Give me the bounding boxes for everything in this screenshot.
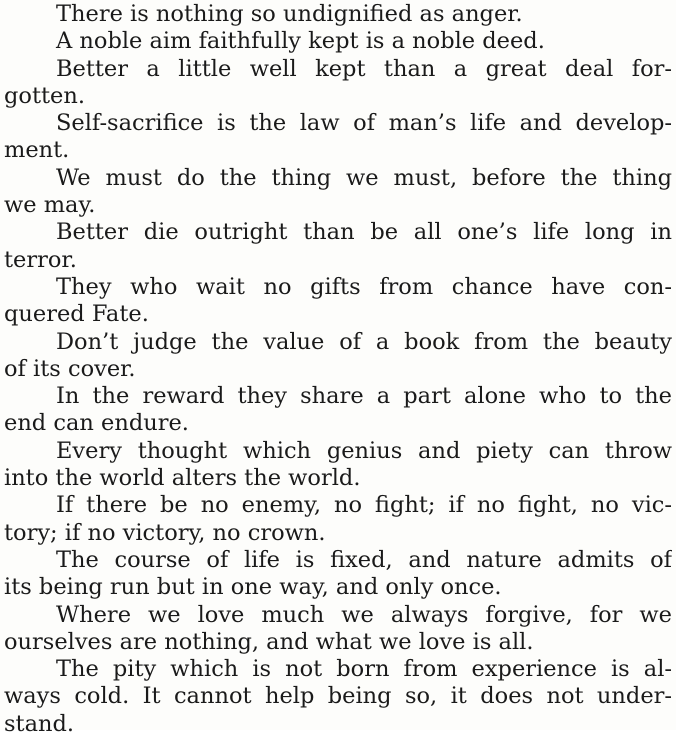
saying-13-line-2: ourselves are nothing, and what we love is all. bbox=[4, 628, 534, 655]
saying-7-line-2: quered Fate. bbox=[4, 301, 149, 328]
saying-13-line-1: Where we love much we always forgive, for we bbox=[56, 601, 672, 628]
saying-5-line-1: We must do the thing we must, before the thing bbox=[56, 164, 672, 191]
saying-10-line-2: into the world alters the world. bbox=[4, 465, 361, 492]
saying-8-line-1: Don’t judge the value of a book from the beauty bbox=[56, 328, 672, 355]
saying-7-line-1: They who wait no gifts from chance have con- bbox=[56, 273, 672, 300]
saying-9-line-1: In the reward they share a part alone who to the bbox=[56, 383, 672, 410]
saying-4-line-2: ment. bbox=[4, 137, 70, 164]
saying-4-line-1: Self-sacrifice is the law of man’s life and develop- bbox=[56, 110, 672, 137]
saying-2-line-1: A noble aim faithfully kept is a noble deed. bbox=[56, 28, 545, 55]
saying-11-line-1: If there be no enemy, no fight; if no fight, no vic- bbox=[56, 492, 672, 519]
saying-1-line-1: There is nothing so undignified as anger. bbox=[56, 1, 523, 27]
saying-11-line-2: tory; if no victory, no crown. bbox=[4, 519, 326, 546]
saying-3-line-2: gotten. bbox=[4, 82, 85, 109]
saying-3-line-1: Better a little well kept than a great deal for- bbox=[56, 55, 672, 82]
saying-5-line-2: we may. bbox=[4, 192, 96, 219]
saying-12-line-1: The course of life is fixed, and nature admits of bbox=[56, 546, 672, 573]
saying-10-line-1: Every thought which genius and piety can throw bbox=[56, 437, 672, 464]
saying-6-line-1: Better die outright than be all one’s life long in bbox=[56, 219, 672, 246]
saying-6-line-2: terror. bbox=[4, 246, 77, 273]
saying-14-line-3: stand. bbox=[4, 710, 75, 737]
saying-14-line-2: ways cold. It cannot help being so, it does not under- bbox=[4, 683, 672, 710]
saying-14-line-1: The pity which is not born from experience is al- bbox=[56, 656, 672, 683]
saying-9-line-2: end can endure. bbox=[4, 410, 189, 437]
saying-8-line-2: of its cover. bbox=[4, 355, 136, 382]
saying-12-line-2: its being run but in one way, and only once. bbox=[4, 574, 502, 601]
